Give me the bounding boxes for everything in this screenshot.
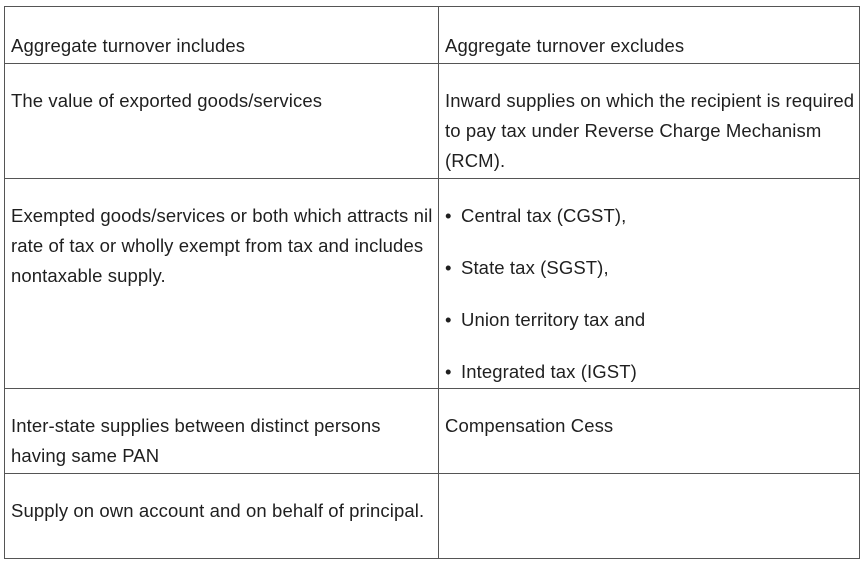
list-item [445, 357, 855, 387]
table-row [5, 474, 860, 559]
table-row [5, 179, 860, 389]
excludes-cell [439, 474, 860, 559]
header-includes: Aggregate turnover includes [5, 7, 439, 64]
table-row [5, 389, 860, 474]
list-item [445, 305, 855, 335]
excluded-taxes-list [445, 201, 855, 387]
table-header-row [5, 7, 860, 64]
header-excludes: Aggregate turnover excludes [439, 7, 860, 64]
excludes-cell [439, 179, 860, 389]
table-row [5, 64, 860, 179]
list-item-text: Integrated tax (IGST) [461, 361, 637, 382]
includes-cell: Supply on own account and on behalf of principal. [5, 474, 439, 559]
list-item-text: Central tax (CGST), [461, 205, 627, 226]
excludes-cell: Compensation Cess [439, 389, 860, 474]
excludes-cell: Inward supplies on which the recipient is required to pay tax under Reverse Charge Mechanism (RCM). [439, 64, 860, 179]
list-item-text: Union territory tax and [461, 309, 646, 330]
aggregate-turnover-table [4, 6, 860, 559]
bullet-icon: • [445, 309, 452, 330]
includes-cell: The value of exported goods/services [5, 64, 439, 179]
includes-cell: Inter-state supplies between distinct persons having same PAN [5, 389, 439, 474]
list-item [445, 253, 855, 283]
list-item-text: State tax (SGST), [461, 257, 609, 278]
bullet-icon: • [445, 257, 452, 278]
includes-cell: Exempted goods/services or both which attracts nil rate of tax or wholly exempt from tax and includes nontaxable supply. [5, 179, 439, 389]
bullet-icon: • [445, 205, 452, 226]
list-item [445, 201, 855, 231]
bullet-icon: • [445, 361, 452, 382]
